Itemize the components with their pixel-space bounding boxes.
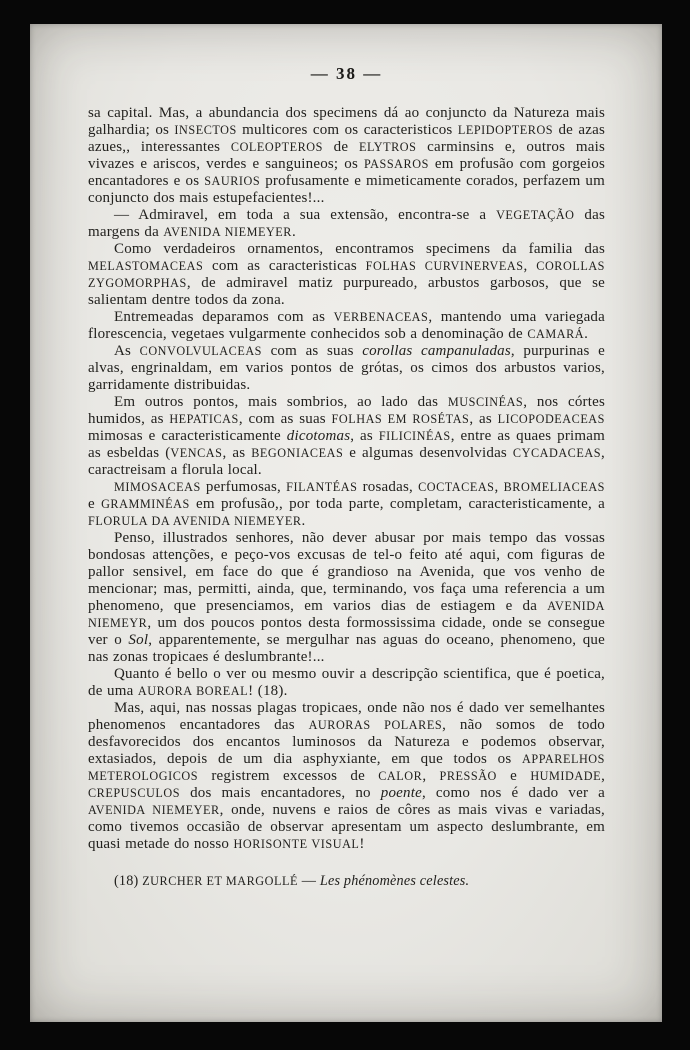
small-caps-text: FOLHAS CURVINERVEAS	[365, 259, 524, 273]
text-run: Mas, aqui, nas nossas plagas tropicaes, onde não nos é dado ver semelhantes phenomenos encantadores das	[88, 700, 605, 733]
text-run: , apparentemente, se mergulhar nas aguas do oceano, phenomeno, que nas zonas tropicaes é deslumbrante!...	[88, 632, 605, 665]
text-run: , onde, nuvens e raios de côres as mais vivas e variadas, como tivemos occasião de observar apresentam um aspecto deslumbrante, em quasi metade do nosso	[88, 802, 605, 852]
small-caps-text: VEGETAÇÃO	[496, 208, 575, 222]
italic-text: poente	[380, 785, 422, 801]
text-run: ,	[601, 768, 606, 784]
small-caps-text: AVENIDA NIEMEYR	[88, 599, 605, 630]
text-run: , as	[469, 411, 498, 427]
small-caps-text: LEPIDOPTEROS	[457, 123, 554, 137]
text-run: carminsins e, outros mais vivazes e ariscos, verdes e sanguineos; os	[88, 139, 605, 172]
text-run: ! (18).	[248, 683, 288, 699]
text-run: (18)	[114, 873, 143, 889]
text-run: , caractreisam a florula local.	[88, 445, 605, 478]
text-run: mimosas e caracteristicamente	[88, 428, 287, 444]
paragraph	[88, 530, 605, 666]
text-run: rosadas,	[357, 479, 419, 495]
text-run: Entremeadas deparamos com as	[114, 309, 334, 325]
text-run: e	[496, 768, 531, 784]
small-caps-text: FILANTÉAS	[286, 480, 358, 494]
text-run: — Admiravel, em toda a sua extensão, encontra-se a	[114, 207, 497, 223]
paragraph	[88, 105, 605, 207]
text-run: .	[301, 513, 306, 529]
small-caps-text: HEPATICAS	[169, 412, 239, 426]
small-caps-text: HORISONTE VISUAL	[233, 837, 360, 851]
small-caps-text: INSECTOS	[174, 123, 237, 137]
paragraph	[88, 343, 605, 394]
small-caps-text: ELYTROS	[358, 140, 417, 154]
paragraph	[88, 479, 605, 530]
text-run: Como verdadeiros ornamentos, encontramos specimens da familia das	[114, 241, 605, 257]
small-caps-text: CALOR	[378, 769, 423, 783]
small-caps-text: VERBENACEAS	[333, 310, 429, 324]
text-run: , de admiravel matiz purpureado, arbustos garbosos, que se salientam dentre todos da zona.	[88, 275, 605, 308]
small-caps-text: BROMELIACEAS	[503, 480, 606, 494]
small-caps-text: PASSAROS	[363, 157, 429, 171]
text-run: , não somos de todo desfavorecidos dos encantos luminosos da Natureza e podemos observar, extasiados, depois de um dia asphyxiante, em que todos os	[88, 717, 605, 767]
small-caps-text: CONVOLVULACEAS	[139, 344, 263, 358]
paragraph	[88, 207, 605, 241]
paragraph	[88, 700, 605, 853]
small-caps-text: SAURIOS	[204, 174, 261, 188]
text-run: , mantendo uma variegada florescencia, vegetaes vulgarmente conhecidos sob a denominação de	[88, 309, 605, 342]
page-number: — 38 —	[310, 64, 383, 83]
text-run: em profusão com gorgeios encantadores e os	[88, 156, 605, 189]
small-caps-text: AVENIDA NIEMEYER	[88, 803, 220, 817]
text-run: Quanto é bello o ver ou mesmo ouvir a descripção scientifica, que é poetica, de uma	[88, 666, 605, 699]
small-caps-text: AURORA BOREAL	[137, 684, 249, 698]
page-body	[88, 105, 605, 853]
page-inner	[30, 24, 662, 890]
small-caps-text: MUSCINÉAS	[447, 395, 524, 409]
text-run: profusamente e mimeticamente corados, perfazem um conjuncto dos mais estupefacientes!...	[88, 173, 605, 206]
small-caps-text: VENCAS	[170, 446, 223, 460]
text-run: ,	[422, 768, 440, 784]
small-caps-text: ZURCHER ET MARGOLLÉ	[142, 874, 298, 888]
small-caps-text: FLORULA DA AVENIDA NIEMEYER	[88, 514, 302, 528]
text-run: , um dos poucos pontos desta formossissima cidade, onde se consegue ver o	[88, 615, 605, 648]
small-caps-text: AVENIDA NIEMEYER	[163, 225, 292, 239]
text-run: sa capital. Mas, a abundancia dos specimens dá ao conjuncto da Natureza mais galhardia; os	[88, 105, 605, 138]
italic-text: dicotomas	[286, 428, 351, 444]
text-run: .	[584, 326, 589, 342]
text-run: das margens da	[88, 207, 605, 240]
small-caps-text: AURORAS POLARES	[308, 718, 443, 732]
small-caps-text: COLEOPTEROS	[230, 140, 323, 154]
small-caps-text: COCTACEAS	[418, 480, 495, 494]
small-caps-text: FOLHAS EM ROSÉTAS	[331, 412, 470, 426]
paragraph	[88, 666, 605, 700]
text-run: , entre as quaes primam as esbeldas (	[88, 428, 605, 461]
text-run: !	[359, 836, 365, 852]
text-run: , purpurinas e alvas, engrinaldam, em varios pontos de grótas, os cimos dos arbustos varios, garridamente distribuidas.	[88, 343, 605, 393]
small-caps-text: APPARELHOS METEROLOGICOS	[88, 752, 605, 783]
footnote	[88, 873, 605, 890]
italic-text: corollas campanuladas	[362, 343, 511, 359]
text-run: e algumas desenvolvidas	[343, 445, 513, 461]
text-run: de	[322, 139, 359, 155]
text-run: , com as suas	[238, 411, 332, 427]
paragraph	[88, 394, 605, 479]
text-run: com as suas	[262, 343, 363, 359]
text-run: e	[88, 496, 102, 512]
small-caps-text: COROLLAS ZYGOMORPHAS	[88, 259, 605, 290]
text-run: ,	[523, 258, 537, 274]
italic-text: Sol	[128, 632, 149, 648]
text-run: perfumosas,	[200, 479, 287, 495]
text-run: ,	[494, 479, 504, 495]
small-caps-text: BEGONIACEAS	[251, 446, 344, 460]
scanned-page	[30, 24, 662, 1022]
text-run: dos mais encantadores, no	[180, 785, 381, 801]
text-run: , as	[350, 428, 379, 444]
text-run: , as	[222, 445, 252, 461]
small-caps-text: PRESSÃO	[439, 769, 497, 783]
small-caps-text: CYCADACEAS	[512, 446, 602, 460]
text-run: .	[291, 224, 296, 240]
text-run: , nos córtes humidos, as	[88, 394, 605, 427]
small-caps-text: MELASTOMACEAS	[88, 259, 204, 273]
text-run: , como nos é dado ver a	[421, 785, 606, 801]
paragraph	[88, 309, 605, 343]
text-run: multicores com os caracteristicos	[236, 122, 458, 138]
text-run: de azas azues,, interessantes	[88, 122, 606, 155]
italic-text: Les phénomènes celestes.	[319, 873, 470, 889]
small-caps-text: LICOPODEACEAS	[497, 412, 605, 426]
text-run: com as caracteristicas	[203, 258, 366, 274]
small-caps-text: CREPUSCULOS	[88, 786, 181, 800]
small-caps-text: FILICINÉAS	[378, 429, 451, 443]
small-caps-text: CAMARÁ	[527, 327, 585, 341]
text-run: registrem excessos de	[198, 768, 379, 784]
small-caps-text: MIMOSACEAS	[114, 480, 201, 494]
small-caps-text: HUMIDADE	[530, 769, 602, 783]
text-run: —	[297, 873, 320, 889]
text-run: em profusão,, por toda parte, completam, caracteristicamente, a	[189, 496, 606, 512]
paragraph	[88, 241, 605, 309]
text-run: Em outros pontos, mais sombrios, ao lado das	[114, 394, 448, 410]
text-run: As	[114, 343, 140, 359]
text-run: Penso, illustrados senhores, não dever abusar por mais tempo das vossas bondosas attenções, e peço-vos excusas de tel-o feito até aqui, com figuras de pallor sensivel, em face do que é grandioso na Avenida, que vos venho de mencionar; mas, permitti, ainda, que, terminando, vos faça uma referencia a um phenomeno, que presenciamos, em varios dias de estiagem e da	[88, 530, 605, 614]
small-caps-text: GRAMMINÉAS	[101, 497, 190, 511]
